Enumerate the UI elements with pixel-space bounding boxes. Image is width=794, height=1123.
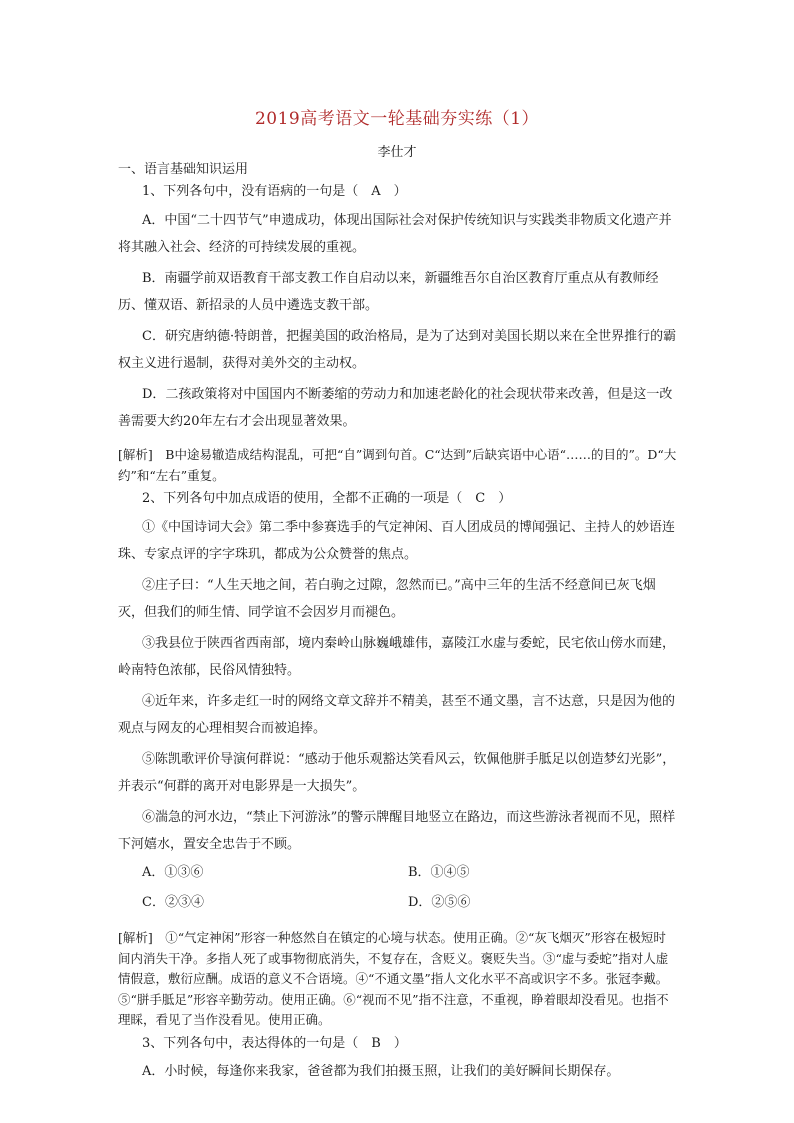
question-2-choices-row-1: [118, 858, 678, 888]
question-1-explanation: [解析] B中途易辙造成结构混乱，可把“自”调到句首。C“达到”后缺宾语中心语“……的目的”。D“大约”和“左右”重复。: [118, 447, 677, 483]
question-2-choice-a: A．①③⑥: [142, 865, 204, 880]
question-2-item-2: ②庄子曰：“人生天地之间，若白驹之过隙，忽然而已。”高中三年的生活不经意间已灰飞烟灭，但我们的师生情、同学谊不会因岁月而褪色。: [118, 578, 656, 620]
question-1-option-c: C．研究唐纳德·特朗普，把握美国的政治格局，是为了达到对美国长期以来在全世界推行的霸权主义进行遏制，获得对美外交的主动权。: [118, 329, 677, 371]
question-2-choice-d: D．②⑤⑥: [408, 895, 471, 910]
section-heading: 一、语言基础知识运用: [118, 162, 249, 177]
question-1-option-a: A．中国“二十四节气”申遗成功，体现出国际社会对保护传统知识与实践类非物质文化遗产并将其融入社会、经济的可持续发展的重视。: [118, 213, 672, 255]
question-2-choice-c: C．②③④: [142, 895, 204, 910]
question-1-option-b: B．南疆学前双语教育干部支教工作自启动以来，新疆维吾尔自治区教育厅重点从有教师经历、懂双语、新招录的人员中遴选支教干部。: [118, 271, 659, 313]
question-2-item-5: ⑤陈凯歌评价导演何群说：“感动于他乐观豁达笑看风云，钦佩他胼手胝足以创造梦幻光影”，并表示“何群的离开对电影界是一大损失”。: [118, 752, 676, 794]
question-2-explanation: [解析] ①“气定神闲”形容一种悠然自在镇定的心境与状态。使用正确。②“灰飞烟灭”形容在极短时间内消失干净。多指人死了或事物彻底消失，不复存在，含贬义。褒贬失当。③“虚与委蛇”指对人虚情假意，敷衍应酬。成语的意义不合语境。④“不通文墨”指人文化水平不高或识字不多。张冠李戴。⑤“胼手胝足”形容辛勤劳动。使用正确。⑥“视而不见”指不注意，不重视，睁着眼却没看见。也指不理睬，看见了当作没看见。使用正确。: [118, 930, 669, 1027]
question-1-option-d: D．二孩政策将对中国国内不断萎缩的劳动力和加速老龄化的社会现状带来改善，但是这一改善需要大约20年左右才会出现显著效果。: [118, 387, 673, 429]
question-2-item-4: ④近年来，许多走红一时的网络文章文辞并不精美，甚至不通文墨，言不达意，只是因为他的观点与网友的心理相契合而被追捧。: [118, 694, 676, 736]
question-2-stem: 2、下列各句中加点成语的使用，全都不正确的一项是（ C ）: [142, 491, 512, 506]
question-3-stem: 3、下列各句中，表达得体的一句是（ B ）: [142, 1035, 407, 1051]
author-name: 李仕才: [377, 145, 417, 160]
question-2-choices-row-2: [118, 888, 678, 918]
question-3-option-a: A．小时候，每逢你来我家，爸爸都为我们拍摄玉照，让我们的美好瞬间长期保存。: [142, 1063, 620, 1079]
question-2-item-3: ③我县位于陕西省西南部，境内秦岭山脉巍峨雄伟，嘉陵江水虚与委蛇，民宅依山傍水而建，岭南特色浓郁，民俗风情独特。: [118, 636, 676, 678]
document-body: [118, 161, 678, 1083]
question-2-choice-b: B．①④⑤: [408, 865, 470, 880]
question-2-item-1: ①《中国诗词大会》第二季中参赛选手的气定神闲、百人团成员的博闻强记、主持人的妙语连珠、专家点评的字字珠玑，都成为公众赞誉的焦点。: [118, 520, 676, 562]
question-2-item-6: ⑥湍急的河水边，“禁止下河游泳”的警示牌醒目地竖立在路边，而这些游泳者视而不见，照样下河嬉水，置安全忠告于不顾。: [118, 810, 676, 852]
question-1-stem: 1、下列各句中，没有语病的一句是（ A ）: [142, 184, 407, 199]
document-title: 2019高考语文一轮基础夯实练（1）: [254, 109, 540, 129]
